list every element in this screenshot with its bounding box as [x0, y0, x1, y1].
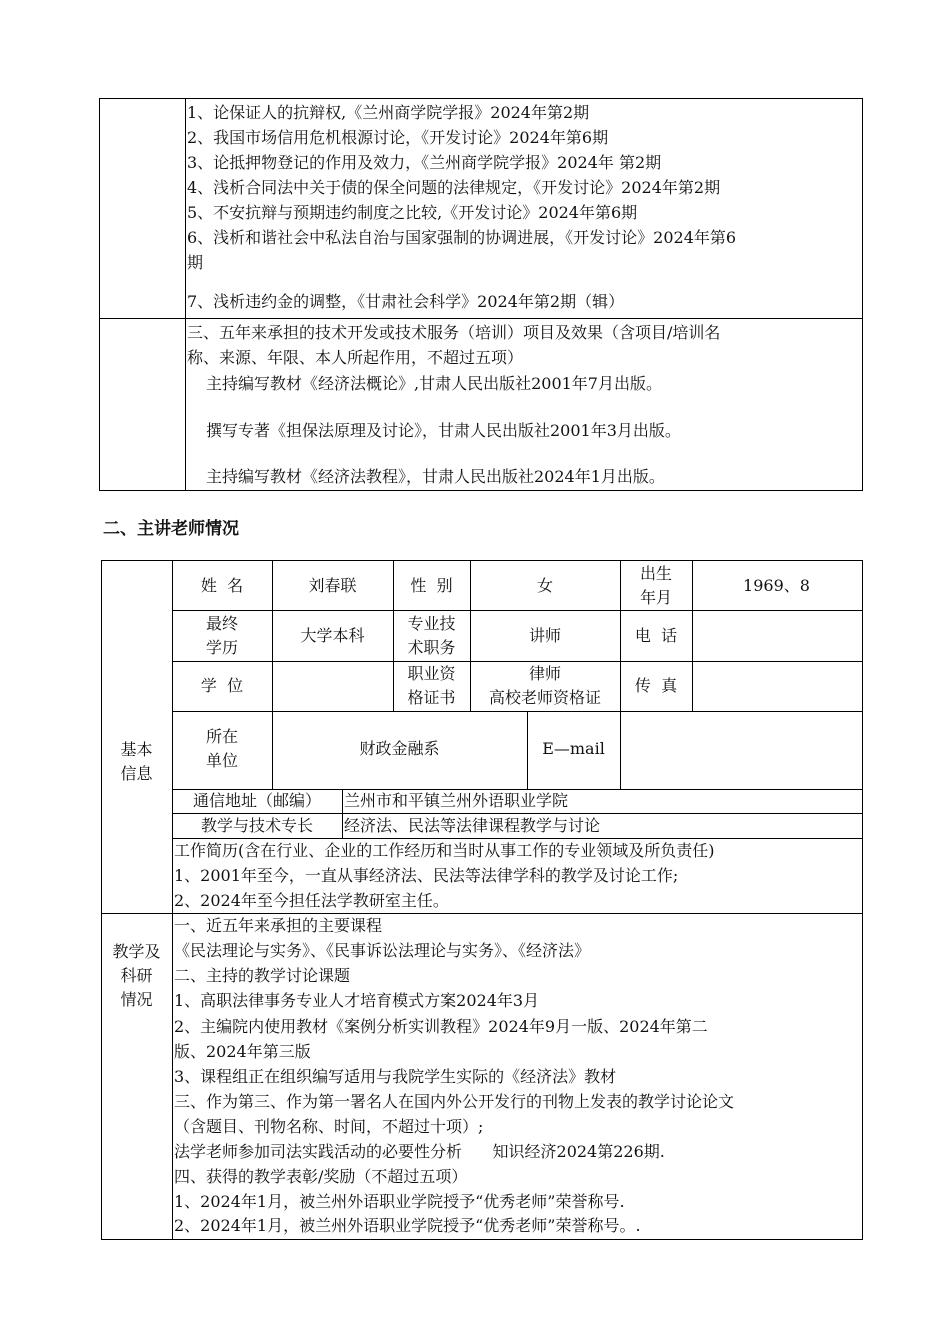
- paper-item: 3、论抵押物登记的作用及效力，《兰州商学院学报》2024年 第2期: [187, 153, 662, 172]
- grid-line: [342, 789, 343, 838]
- title-label-2: 术职务: [407, 638, 456, 657]
- birth-label-2: 年月: [639, 588, 672, 607]
- top-table-row-divider: [99, 318, 862, 319]
- research-line: 二、主持的教学讨论课题: [174, 966, 351, 985]
- paper-item: 6、浅析和谐社会中私法自治与国家强制的协调进展，《开发讨论》2024年第6: [187, 228, 737, 247]
- research-line: 四、获得的教学表彰/奖励（不超过五项）: [174, 1167, 468, 1186]
- expertise-value: 经济法、民法等法律课程教学与讨论: [344, 816, 601, 835]
- research-label-3: 情况: [120, 990, 153, 1009]
- research-label: 教学及: [112, 942, 161, 961]
- projects-heading: 三、五年来承担的技术开发或技术服务（培训）项目及效果（含项目/培训名: [187, 323, 721, 342]
- edu-label-2: 学历: [205, 638, 238, 657]
- resume-heading: 工作简历(含在行业、企业的工作经历和当时从事工作的专业领域及所负责任): [174, 841, 715, 860]
- address-label: 通信地址（邮编）: [192, 791, 321, 810]
- birth-label: 出生: [639, 564, 672, 583]
- project-item: 主持编写教材《经济法概论》,甘肃人民出版社2001年7月出版。: [206, 374, 662, 393]
- basic-info-label-2: 信息: [120, 764, 153, 783]
- top-table-col-divider: [185, 98, 186, 490]
- fax-label: 传 真: [634, 676, 678, 695]
- name-label: 姓 名: [200, 576, 244, 595]
- unit-value: 财政金融系: [359, 739, 440, 758]
- research-line: 一、近五年来承担的主要课程: [174, 916, 383, 935]
- grid-line: [172, 838, 862, 839]
- paper-item: 7、浅析违约金的调整，《甘肃社会科学》2024年第2期（辑）: [187, 292, 625, 311]
- research-line: 1、2024年1月，被兰州外语职业学院授予“优秀老师”荣誉称号.: [174, 1192, 625, 1211]
- grid-line: [172, 711, 862, 712]
- projects-heading-cont: 称、来源、年限、本人所起作用，不超过五项）: [187, 348, 524, 367]
- research-line: 1、高职法律事务专业人才培育模式方案2024年3月: [174, 991, 540, 1010]
- project-item: 主持编写教材《经济法教程》，甘肃人民出版社2024年1月出版。: [206, 467, 665, 486]
- research-line: 三、作为第三、作为第一署名人在国内外公开发行的刊物上发表的教学讨论论文: [174, 1092, 735, 1111]
- paper-item: 2、我国市场信用危机根源讨论，《开发讨论》2024年第6期: [187, 128, 609, 147]
- edu-label: 最终: [205, 614, 238, 633]
- resume-item: 1、2001年至今，一直从事经济法、民法等法律学科的教学及讨论工作;: [174, 866, 679, 885]
- unit-label: 所在: [205, 727, 238, 746]
- research-line: 版、2024年第三版: [174, 1042, 311, 1061]
- email-label: E—mail: [542, 739, 605, 758]
- research-line: 3、课程组正在组织编写适用与我院学生实际的《经济法》教材: [174, 1067, 617, 1086]
- research-line: 《民法理论与实务》、《民事诉讼法理论与实务》、《经济法》: [174, 941, 591, 960]
- grid-line: [172, 610, 862, 611]
- degree-label: 学 位: [200, 676, 244, 695]
- cert-value: 律师: [528, 664, 561, 683]
- birth-value: 1969、8: [743, 576, 810, 595]
- paper-item: 1、论保证人的抗辩权,《兰州商学院学报》2024年第2期: [187, 103, 590, 122]
- research-line: 2、2024年1月，被兰州外语职业学院授予“优秀老师”荣誉称号。.: [174, 1216, 641, 1235]
- title-value: 讲师: [528, 626, 561, 645]
- name-value: 刘春联: [308, 576, 357, 595]
- cert-label-2: 格证书: [407, 688, 456, 707]
- project-item: 撰写专著《担保法原理及讨论》，甘肃人民出版社2001年3月出版。: [206, 421, 681, 440]
- gender-value: 女: [536, 576, 553, 595]
- grid-line: [172, 789, 862, 790]
- cert-label: 职业资: [407, 664, 456, 683]
- gender-label: 性 别: [410, 576, 453, 595]
- grid-line: [101, 913, 862, 914]
- address-value: 兰州市和平镇兰州外语职业学院: [344, 791, 569, 810]
- grid-line: [172, 813, 862, 814]
- title-label: 专业技: [407, 614, 456, 633]
- paper-item: 4、浅析合同法中关于债的保全问题的法律规定，《开发讨论》2024年第2期: [187, 178, 721, 197]
- research-label-2: 科研: [120, 966, 153, 985]
- cert-value-2: 高校老师资格证: [488, 688, 601, 707]
- research-line: （含题目、刊物名称、时间，不超过十项）;: [174, 1117, 484, 1136]
- resume-item: 2、2024年至今担任法学教研室主任。: [174, 891, 449, 910]
- paper-item: 5、不安抗辩与预期违约制度之比较,《开发讨论》2024年第6期: [187, 203, 638, 222]
- paper-item-cont: 期: [187, 253, 204, 272]
- phone-label: 电 话: [634, 626, 678, 645]
- research-line: 2、主编院内使用教材《案例分析实训教程》2024年9月一版、2024年第二: [174, 1017, 708, 1036]
- grid-line: [172, 661, 862, 662]
- expertise-label: 教学与技术专长: [200, 816, 313, 835]
- basic-info-label: 基本: [120, 740, 153, 759]
- research-line: 法学老师参加司法实践活动的必要性分析 知识经济2024第226期.: [174, 1142, 665, 1161]
- edu-value: 大学本科: [300, 626, 365, 645]
- section-title: 二、主讲老师情况: [103, 519, 239, 539]
- unit-label-2: 单位: [205, 751, 238, 770]
